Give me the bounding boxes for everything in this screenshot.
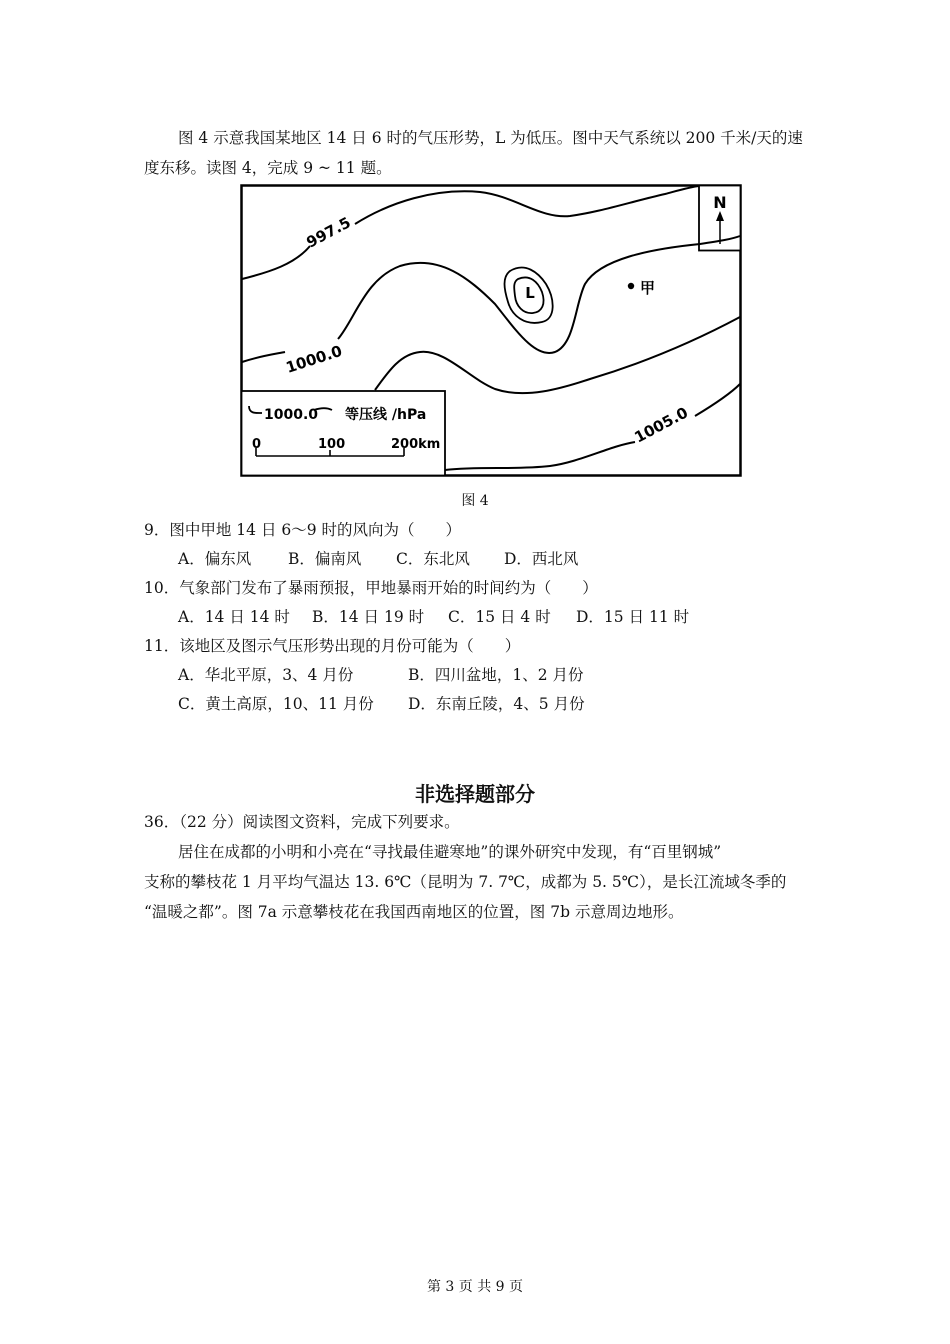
intro-line-1: 图 4 示意我国某地区 14 日 6 时的气压形势，L 为低压。图中天气系统以 200 千米/天的速 [178,129,803,147]
legend-isobar-sample: 1000.0 [264,407,319,423]
question-9-stem: 9．图中甲地 14 日 6～9 时的风向为（ ） [144,521,462,539]
question-36-para-line-1: 居住在成都的小明和小亮在“寻找最佳避寒地”的课外研究中发现，有“百里钢城” [178,843,722,861]
scale-tick-200: 200km [391,437,441,452]
question-11-option-d: D．东南丘陵，4、5 月份 [408,695,585,713]
north-label: N [713,193,727,212]
isobar-map [240,184,742,478]
question-10-option-b: B．14 日 19 时 [312,608,425,626]
intro-line-2: 度东移。读图 4，完成 9 ~ 11 题。 [144,159,392,177]
scale-tick-100: 100 [318,437,346,452]
legend [242,391,446,476]
question-10-option-a: A．14 日 14 时 [178,608,290,626]
question-9-option-d: D．西北风 [504,550,579,568]
legend-isobar-text: 等压线 /hPa [345,407,427,423]
question-11-option-b: B．四川盆地，1、2 月份 [408,666,584,684]
question-11-option-c: C．黄土高原，10、11 月份 [178,695,374,713]
question-36-para-line-3: “温暖之都”。图 7a 示意攀枝花在我国西南地区的位置，图 7b 示意周边地形。 [144,903,684,921]
isobar-label-1005: 1005.0 [631,403,691,447]
isobar-label-997-5: 997.5 [303,213,354,252]
section-title: 非选择题部分 [415,782,535,806]
scale-tick-0: 0 [252,437,262,452]
question-36-stem: 36．（22 分）阅读图文资料，完成下列要求。 [144,813,460,831]
question-11-option-a: A．华北平原，3、4 月份 [178,666,354,684]
question-11-stem: 11．该地区及图示气压形势出现的月份可能为（ ） [144,637,521,655]
page-footer: 第 3 页 共 9 页 [426,1279,524,1295]
question-36-para-line-2: 支称的攀枝花 1 月平均气温达 13. 6℃（昆明为 7. 7℃，成都为 5. 5℃），是长江流域冬季的 [144,873,787,891]
question-10-stem: 10．气象部门发布了暴雨预报，甲地暴雨开始的时间约为（ ） [144,579,598,597]
low-label: L [525,284,535,302]
figure-caption: 图 4 [461,493,489,509]
place-jia-marker [628,283,634,289]
isobar-label-1000: 1000.0 [283,341,345,377]
question-10-option-d: D．15 日 11 时 [576,608,690,626]
question-9-option-a: A．偏东风 [178,550,252,568]
place-jia-label: 甲 [640,279,656,297]
question-9-option-c: C．东北风 [396,550,470,568]
question-9-option-b: B．偏南风 [288,550,362,568]
question-10-option-c: C．15 日 4 时 [448,608,551,626]
